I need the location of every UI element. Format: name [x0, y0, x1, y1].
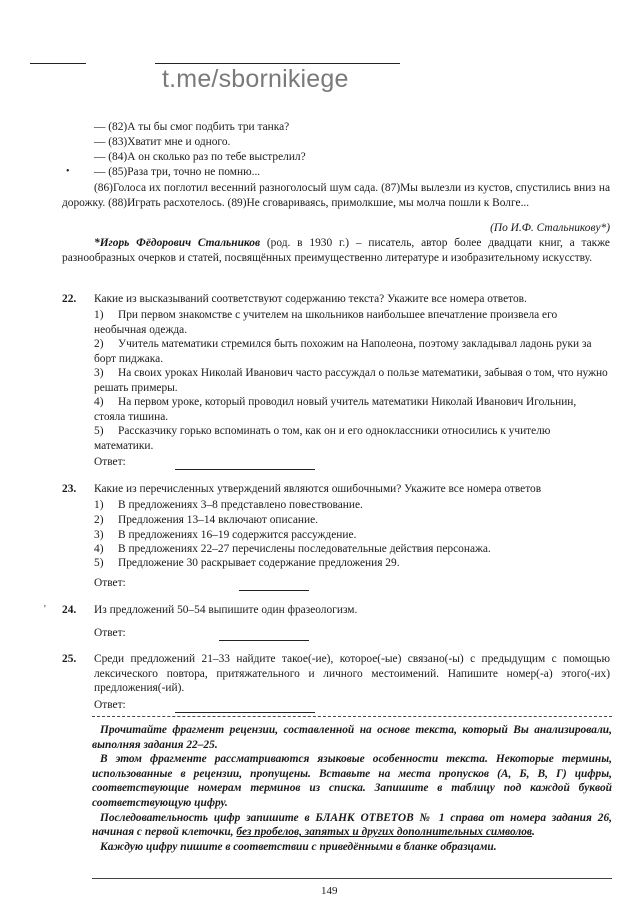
answer-field[interactable] [175, 700, 315, 713]
question-24-answer-row [94, 626, 309, 641]
question-25-answer-row [94, 698, 315, 713]
question-22-option: 2) Учитель математики стремился быть похожим на Наполеона, поэтому закладывал ладонь руки за борт пиджака. [94, 338, 592, 365]
margin-mark: ' [44, 604, 46, 615]
question-22-number: 22. [62, 293, 77, 305]
question-23-number: 23. [62, 483, 77, 495]
question-25-number: 25. [62, 653, 77, 665]
watermark-text: t.me/sbornikiege [162, 65, 349, 93]
header-rule-left [30, 63, 86, 64]
question-22-option: 5) Рассказчику горько вспоминать о том, как он и его одноклассники относились к учителю математики. [94, 425, 551, 452]
question-24-text: Из предложений 50–54 выпишите один фразеологизм. [94, 604, 358, 616]
answer-field[interactable] [175, 457, 315, 470]
question-23-option: 5) Предложение 30 раскрывает содержание предложения 29. [94, 557, 400, 569]
question-23-answer-row [94, 576, 309, 591]
author-bio: (род. в 1930 г.) – писатель, автор более двадцати книг, а также разнообразных очерков и статей, посвящённых преимущественно литературе и изобразительному искусству. [62, 237, 610, 264]
answer-label: Ответ: [94, 627, 126, 639]
author-footnote [62, 236, 610, 265]
instruction-paragraph-2: В этом фрагменте рассматриваются языковые особенности текста. Некоторые термины, использованные в рецензии, пропущены. Вставьте на места пропусков (А, Б, В, Г) цифры, соответствующие номерам терминов из списка. Запишите в таблицу под каждой буквой соответствующую цифру. [92, 753, 612, 809]
question-23-text: Какие из перечисленных утверждений являются ошибочными? Укажите все номера ответов [94, 483, 542, 495]
author-name: *Игорь Фёдорович Стальников [94, 237, 261, 249]
instruction-paragraph-4: Каждую цифру пишите в соответствии с приведёнными в бланке образцами. [100, 840, 497, 853]
instruction-paragraph-1: Прочитайте фрагмент рецензии, составленной на основе текста, который Вы анализировали, выполняя задания 22–25. [92, 724, 612, 751]
question-23-option: 4) В предложениях 22–27 перечислены последовательные действия персонажа. [94, 543, 491, 555]
box-bottom-rule [92, 878, 612, 879]
margin-mark: • [66, 166, 70, 177]
answer-label: Ответ: [94, 577, 126, 589]
question-22-text: Какие из высказываний соответствуют содержанию текста? Укажите все номера ответов. [94, 293, 527, 305]
page-number: 149 [321, 885, 338, 897]
question-23-option: 1) В предложениях 3–8 представлено повествование. [94, 499, 363, 511]
dialog-line: — (82)А ты бы смог подбить три танка? [94, 121, 290, 133]
source-attribution: (По И.Ф. Стальникову*) [490, 222, 610, 234]
question-25-text: Среди предложений 21–33 найдите такое(-ие), которое(-ые) связано(-ы) с предыдущим с помощью лексического повтора, притяжательного и личного местоимений. Напишите номер(-а) этого(-их) предложения(-ий). [94, 653, 610, 695]
answer-field[interactable] [219, 628, 309, 641]
closing-paragraph: (86)Голоса их поглотил весенний разноголосый шум сада. (87)Мы вылезли из кустов, спустились вниз на дорожку. (88)Играть расхотелось. (89)Не сговариваясь, примолкшие, мы молча пошли к Волге... [62, 182, 610, 209]
answer-field[interactable] [239, 578, 309, 591]
question-22-option: 3) На своих уроках Николай Иванович часто рассуждал о пользе математики, забывая о том, что нужно решать примеры. [94, 367, 608, 394]
header-rule-middle [155, 63, 400, 64]
dialog-line: — (83)Хватит мне и одного. [94, 136, 231, 148]
underlined-instruction: без пробелов, запятых и других дополнительных символов [236, 826, 533, 839]
dialog-line: — (84)А он сколько раз по тебе выстрелил? [94, 151, 306, 163]
question-23-option: 2) Предложения 13–14 включают описание. [94, 514, 318, 526]
instruction-box [92, 716, 612, 867]
question-22-option: 1) При первом знакомстве с учителем на школьников наибольшее впечатление произвела его необычная одежда. [94, 309, 558, 336]
answer-label: Ответ: [94, 456, 126, 468]
question-22-answer-row [94, 455, 315, 470]
question-22-option: 4) На первом уроке, который проводил новый учитель математики Николай Иванович Игольнин, стояла тишина. [94, 396, 577, 423]
answer-label: Ответ: [94, 699, 126, 711]
dialog-line: — (85)Раза три, точно не помню... [94, 166, 261, 178]
question-24-number: 24. [62, 604, 77, 616]
instruction-paragraph-3: Последовательность цифр запишите в БЛАНК ОТВЕТОВ № 1 справа от номера задания 26, начиная с первой клеточки, без пробелов, запятых и других дополнительных символов. [92, 811, 612, 839]
question-23-option: 3) В предложениях 16–19 содержится рассуждение. [94, 529, 357, 541]
